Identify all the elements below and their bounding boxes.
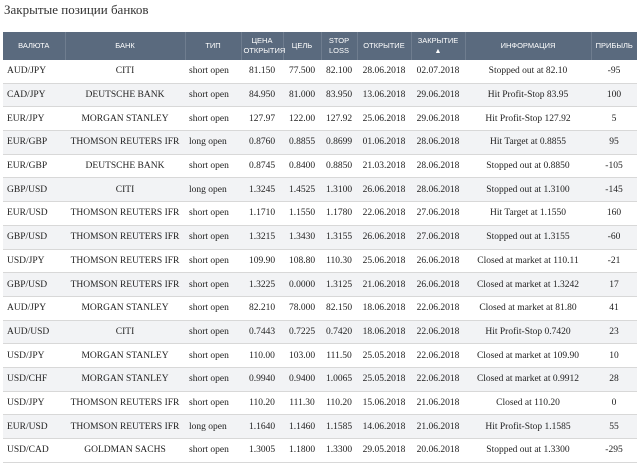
cell-stop-loss: 110.30 (321, 249, 357, 273)
cell-opened: 13.06.2018 (357, 83, 411, 107)
cell-bank: MORGAN STANLEY (65, 107, 185, 131)
table-row[interactable] (3, 367, 637, 391)
cell-bank: DEUTSCHE BANK (65, 154, 185, 178)
cell-open-price: 110.20 (241, 391, 283, 415)
table-row[interactable] (3, 344, 637, 368)
cell-type: short open (185, 154, 241, 178)
cell-opened: 25.06.2018 (357, 107, 411, 131)
cell-bank: CITI (65, 178, 185, 202)
cell-type: short open (185, 320, 241, 344)
cell-pair: CAD/JPY (3, 83, 65, 107)
cell-info: Stopped out at 1.3100 (465, 178, 591, 202)
cell-stop-loss: 82.150 (321, 296, 357, 320)
cell-pair: AUD/JPY (3, 296, 65, 320)
header-type[interactable]: ТИП (185, 32, 241, 60)
cell-pair: EUR/USD (3, 415, 65, 439)
cell-target: 103.00 (283, 344, 321, 368)
cell-profit: -60 (591, 225, 637, 249)
cell-profit: -21 (591, 249, 637, 273)
cell-pair: GBP/USD (3, 178, 65, 202)
cell-closed: 22.06.2018 (411, 367, 465, 391)
cell-bank: MORGAN STANLEY (65, 367, 185, 391)
cell-closed: 26.06.2018 (411, 249, 465, 273)
cell-opened: 21.06.2018 (357, 273, 411, 297)
closed-positions-table (3, 32, 637, 463)
cell-profit: 0 (591, 391, 637, 415)
cell-type: short open (185, 296, 241, 320)
cell-info: Closed at market at 1.3242 (465, 273, 591, 297)
cell-closed: 28.06.2018 (411, 154, 465, 178)
cell-type: short open (185, 273, 241, 297)
cell-stop-loss: 1.1585 (321, 415, 357, 439)
cell-bank: THOMSON REUTERS IFR (65, 249, 185, 273)
cell-target: 0.9400 (283, 367, 321, 391)
cell-bank: DEUTSCHE BANK (65, 83, 185, 107)
cell-type: long open (185, 415, 241, 439)
cell-open-price: 109.90 (241, 249, 283, 273)
cell-open-price: 0.9940 (241, 367, 283, 391)
cell-info: Hit Target at 0.8855 (465, 131, 591, 155)
table-row[interactable] (3, 296, 637, 320)
cell-opened: 18.06.2018 (357, 296, 411, 320)
cell-target: 0.0000 (283, 273, 321, 297)
cell-target: 108.80 (283, 249, 321, 273)
cell-pair: USD/JPY (3, 249, 65, 273)
header-info[interactable]: ИНФОРМАЦИЯ (465, 32, 591, 60)
header-pair[interactable]: ВАЛЮТА (3, 32, 65, 60)
table-row[interactable] (3, 83, 637, 107)
header-profit[interactable]: ПРИБЫЛЬ (591, 32, 637, 60)
cell-type: short open (185, 83, 241, 107)
table-row[interactable] (3, 178, 637, 202)
cell-stop-loss: 127.92 (321, 107, 357, 131)
cell-pair: EUR/JPY (3, 107, 65, 131)
cell-open-price: 82.210 (241, 296, 283, 320)
cell-pair: USD/JPY (3, 391, 65, 415)
cell-info: Stopped out at 1.3155 (465, 225, 591, 249)
cell-bank: GOLDMAN SACHS (65, 439, 185, 463)
cell-profit: 160 (591, 202, 637, 226)
cell-type: short open (185, 344, 241, 368)
cell-bank: THOMSON REUTERS IFR (65, 391, 185, 415)
cell-info: Hit Profit-Stop 0.7420 (465, 320, 591, 344)
cell-target: 78.000 (283, 296, 321, 320)
cell-open-price: 0.7443 (241, 320, 283, 344)
cell-bank: CITI (65, 320, 185, 344)
cell-pair: GBP/USD (3, 225, 65, 249)
cell-type: short open (185, 202, 241, 226)
cell-target: 1.3430 (283, 225, 321, 249)
cell-type: short open (185, 225, 241, 249)
cell-info: Closed at 110.20 (465, 391, 591, 415)
cell-stop-loss: 1.0065 (321, 367, 357, 391)
cell-open-price: 1.1710 (241, 202, 283, 226)
header-open-price[interactable]: ЦЕНА ОТКРЫТИЯ (241, 32, 283, 60)
cell-closed: 26.06.2018 (411, 273, 465, 297)
cell-open-price: 1.3215 (241, 225, 283, 249)
cell-target: 81.000 (283, 83, 321, 107)
header-stop-loss[interactable]: STOP LOSS (321, 32, 357, 60)
cell-open-price: 110.00 (241, 344, 283, 368)
cell-target: 111.30 (283, 391, 321, 415)
cell-profit: 100 (591, 83, 637, 107)
cell-info: Hit Profit-Stop 127.92 (465, 107, 591, 131)
table-row[interactable] (3, 154, 637, 178)
cell-stop-loss: 1.3155 (321, 225, 357, 249)
cell-open-price: 1.1640 (241, 415, 283, 439)
header-bank[interactable]: БАНК (65, 32, 185, 60)
cell-profit: -145 (591, 178, 637, 202)
cell-type: short open (185, 439, 241, 463)
cell-pair: AUD/JPY (3, 60, 65, 83)
cell-opened: 21.03.2018 (357, 154, 411, 178)
table-row[interactable] (3, 391, 637, 415)
cell-closed: 27.06.2018 (411, 202, 465, 226)
table-row[interactable] (3, 225, 637, 249)
cell-info: Closed at market at 0.9912 (465, 367, 591, 391)
cell-info: Stopped out at 0.8850 (465, 154, 591, 178)
cell-info: Hit Profit-Stop 83.95 (465, 83, 591, 107)
cell-stop-loss: 1.1780 (321, 202, 357, 226)
cell-stop-loss: 1.3300 (321, 439, 357, 463)
cell-open-price: 0.8745 (241, 154, 283, 178)
cell-opened: 18.06.2018 (357, 320, 411, 344)
table-header-row (3, 32, 637, 60)
cell-open-price: 1.3245 (241, 178, 283, 202)
cell-stop-loss: 83.950 (321, 83, 357, 107)
cell-closed: 29.06.2018 (411, 107, 465, 131)
cell-opened: 25.05.2018 (357, 344, 411, 368)
cell-type: short open (185, 60, 241, 83)
cell-closed: 02.07.2018 (411, 60, 465, 83)
cell-stop-loss: 0.7420 (321, 320, 357, 344)
table-row[interactable] (3, 107, 637, 131)
cell-opened: 25.06.2018 (357, 249, 411, 273)
cell-target: 1.1550 (283, 202, 321, 226)
cell-closed: 28.06.2018 (411, 131, 465, 155)
cell-pair: GBP/USD (3, 273, 65, 297)
cell-info: Hit Target at 1.1550 (465, 202, 591, 226)
cell-type: short open (185, 367, 241, 391)
cell-opened: 14.06.2018 (357, 415, 411, 439)
cell-info: Hit Profit-Stop 1.1585 (465, 415, 591, 439)
cell-target: 77.500 (283, 60, 321, 83)
cell-type: short open (185, 391, 241, 415)
cell-closed: 22.06.2018 (411, 296, 465, 320)
cell-opened: 26.06.2018 (357, 178, 411, 202)
cell-bank: CITI (65, 60, 185, 83)
cell-pair: USD/CHF (3, 367, 65, 391)
cell-profit: 10 (591, 344, 637, 368)
cell-pair: USD/CAD (3, 439, 65, 463)
table-row[interactable] (3, 439, 637, 463)
cell-bank: MORGAN STANLEY (65, 344, 185, 368)
cell-bank: THOMSON REUTERS IFR (65, 202, 185, 226)
cell-open-price: 84.950 (241, 83, 283, 107)
cell-bank: THOMSON REUTERS IFR (65, 415, 185, 439)
cell-pair: EUR/USD (3, 202, 65, 226)
cell-profit: 41 (591, 296, 637, 320)
cell-info: Closed at market at 109.90 (465, 344, 591, 368)
cell-profit: -295 (591, 439, 637, 463)
header-opening[interactable]: ОТКРЫТИЕ (357, 32, 411, 60)
cell-profit: 17 (591, 273, 637, 297)
cell-profit: 55 (591, 415, 637, 439)
cell-stop-loss: 0.8699 (321, 131, 357, 155)
cell-type: short open (185, 107, 241, 131)
cell-bank: THOMSON REUTERS IFR (65, 273, 185, 297)
cell-opened: 01.06.2018 (357, 131, 411, 155)
cell-stop-loss: 82.100 (321, 60, 357, 83)
cell-target: 0.8855 (283, 131, 321, 155)
cell-type: long open (185, 178, 241, 202)
cell-stop-loss: 0.8850 (321, 154, 357, 178)
table-row[interactable] (3, 249, 637, 273)
cell-closed: 28.06.2018 (411, 178, 465, 202)
cell-target: 1.4525 (283, 178, 321, 202)
cell-profit: 95 (591, 131, 637, 155)
cell-pair: AUD/USD (3, 320, 65, 344)
table-row[interactable] (3, 273, 637, 297)
cell-info: Stopped out at 82.10 (465, 60, 591, 83)
cell-stop-loss: 111.50 (321, 344, 357, 368)
table-row[interactable] (3, 320, 637, 344)
header-closing[interactable]: ЗАКРЫТИЕ ▲ (411, 32, 465, 60)
cell-target: 122.00 (283, 107, 321, 131)
page-title: Закрытые позиции банков (4, 2, 149, 17)
cell-opened: 29.05.2018 (357, 439, 411, 463)
cell-pair: EUR/GBP (3, 154, 65, 178)
cell-closed: 22.06.2018 (411, 320, 465, 344)
cell-type: long open (185, 131, 241, 155)
cell-opened: 25.05.2018 (357, 367, 411, 391)
cell-closed: 20.06.2018 (411, 439, 465, 463)
sort-ascending-icon: ▲ (434, 47, 442, 55)
cell-closed: 27.06.2018 (411, 225, 465, 249)
cell-closed: 21.06.2018 (411, 391, 465, 415)
cell-target: 0.7225 (283, 320, 321, 344)
cell-profit: 23 (591, 320, 637, 344)
cell-opened: 28.06.2018 (357, 60, 411, 83)
cell-type: short open (185, 249, 241, 273)
cell-info: Closed at market at 81.80 (465, 296, 591, 320)
table-row[interactable] (3, 60, 637, 83)
cell-info: Stopped out at 1.3300 (465, 439, 591, 463)
cell-stop-loss: 110.20 (321, 391, 357, 415)
cell-target: 0.8400 (283, 154, 321, 178)
cell-open-price: 0.8760 (241, 131, 283, 155)
cell-closed: 21.06.2018 (411, 415, 465, 439)
cell-opened: 22.06.2018 (357, 202, 411, 226)
cell-stop-loss: 1.3125 (321, 273, 357, 297)
cell-bank: MORGAN STANLEY (65, 296, 185, 320)
cell-closed: 22.06.2018 (411, 344, 465, 368)
header-target[interactable]: ЦЕЛЬ (283, 32, 321, 60)
table-row[interactable] (3, 415, 637, 439)
cell-target: 1.1800 (283, 439, 321, 463)
cell-open-price: 1.3005 (241, 439, 283, 463)
cell-profit: 28 (591, 367, 637, 391)
cell-info: Closed at market at 110.11 (465, 249, 591, 273)
table-row[interactable] (3, 202, 637, 226)
cell-opened: 26.06.2018 (357, 225, 411, 249)
cell-opened: 15.06.2018 (357, 391, 411, 415)
cell-profit: -95 (591, 60, 637, 83)
cell-open-price: 81.150 (241, 60, 283, 83)
cell-profit: -105 (591, 154, 637, 178)
table-row[interactable] (3, 131, 637, 155)
cell-profit: 5 (591, 107, 637, 131)
cell-stop-loss: 1.3100 (321, 178, 357, 202)
cell-target: 1.1460 (283, 415, 321, 439)
cell-bank: THOMSON REUTERS IFR (65, 225, 185, 249)
cell-pair: USD/JPY (3, 344, 65, 368)
cell-closed: 29.06.2018 (411, 83, 465, 107)
cell-bank: THOMSON REUTERS IFR (65, 131, 185, 155)
cell-open-price: 1.3225 (241, 273, 283, 297)
cell-open-price: 127.97 (241, 107, 283, 131)
cell-pair: EUR/GBP (3, 131, 65, 155)
